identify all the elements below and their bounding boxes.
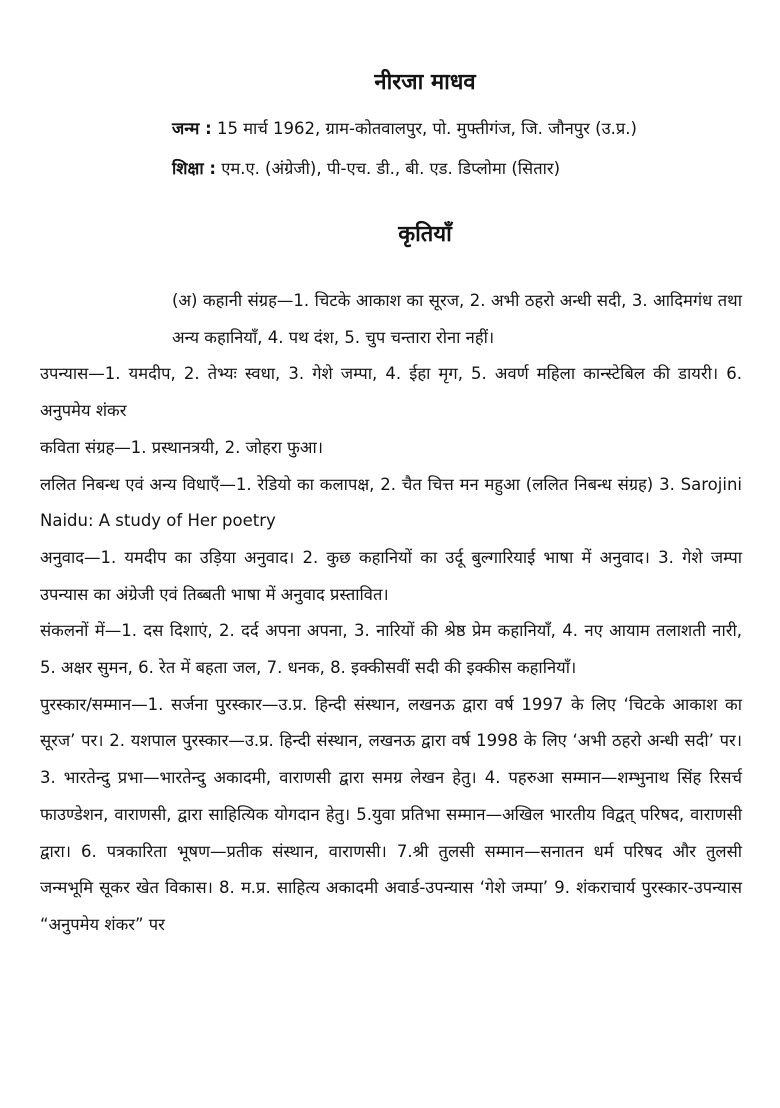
- birth-line: [172, 116, 637, 139]
- education-label: शिक्षा :: [172, 159, 216, 178]
- author-name: नीरजा माधव: [374, 70, 476, 95]
- birth-label: जन्म :: [172, 119, 212, 138]
- essays-and-other-genres: ललित निबन्ध एवं अन्य विधाएँ—1. रेडियो का कलापक्ष, 2. चैत चित्त मन महुआ (ललित निबन्ध संग्रह) 3. Sarojini Naidu: A study of Her poetry: [40, 474, 742, 531]
- education-line: [172, 156, 560, 179]
- story-collections: (अ) कहानी संग्रह—1. चिटके आकाश का सूरज, 2. अभी ठहरो अन्धी सदी, 3. आदिमगंध तथा अन्य कहानियाँ, 4. पथ दंश, 5. चुप चन्तारा रोना नहीं।: [172, 291, 742, 347]
- works-list: [40, 283, 742, 944]
- translations: अनुवाद—1. यमदीप का उड़िया अनुवाद। 2. कुछ कहानियों का उर्दू बुल्गारियाई भाषा में अनुवाद। 3. गेशे जम्पा उपन्यास का अंग्रेजी एवं तिब्बती भाषा में अनुवाद प्रस्तावित।: [40, 547, 742, 604]
- awards-and-honours: पुरस्कार/सम्मान—1. सर्जना पुरस्कार—उ.प्र. हिन्दी संस्थान, लखनऊ द्वारा वर्ष 1997 के लिए ‘चिटके आकाश का सूरज’ पर। 2. यशपाल पुरस्कार—उ.प्र. हिन्दी संस्थान, लखनऊ द्वारा वर्ष 1998 के लिए ‘अभी ठहरो अन्धी सदी’ पर। 3. भारतेन्दु प्रभा—भारतेन्दु अकादमी, वाराणसी द्वारा समग्र लेखन हेतु। 4. पहरुआ सम्मान—शम्भुनाथ सिंह रिसर्च फाउण्डेशन, वाराणसी, द्वारा साहित्यिक योगदान हेतु। 5.युवा प्रतिभा सम्मान—अखिल भारतीय विद्वत् परिषद, वाराणसी द्वारा। 6. पत्रकारिता भूषण—प्रतीक संस्थान, वाराणसी। 7.श्री तुलसी सम्मान—सनातन धर्म परिषद और तुलसी जन्मभूमि सूकर खेत विकास। 8. म.प्र. साहित्य अकादमी अवार्ड-उपन्यास ‘गेशे जम्पा’ 9. शंकराचार्य पुरस्कार-उपन्यास “अनुपमेय शंकर” पर: [40, 694, 742, 934]
- anthologies: संकलनों में—1. दस दिशाएं, 2. दर्द अपना अपना, 3. नारियों की श्रेष्ठ प्रेम कहानियाँ, 4. नए आयाम तलाशती नारी, 5. अक्षर सुमन, 6. रेत में बहता जल, 7. धनक, 8. इक्कीसवीं सदी की इक्कीस कहानियाँ।: [40, 621, 742, 678]
- novels: उपन्यास—1. यमदीप, 2. तेभ्यः स्वधा, 3. गेशे जम्पा, 4. ईहा मृग, 5. अवर्ण महिला कान्स्टेबिल की डायरी। 6. अनुपमेय शंकर: [40, 364, 742, 421]
- works-heading: कृतियाँ: [398, 222, 452, 247]
- birth-value: 15 मार्च 1962, ग्राम-कोतवालपुर, पो. मुफ्तीगंज, जि. जौनपुर (उ.प्र.): [216, 119, 637, 138]
- poetry-collections: कविता संग्रह—1. प्रस्थानत्रयी, 2. जोहरा फुआ।: [40, 437, 324, 457]
- education-value: एम.ए. (अंग्रेजी), पी-एच. डी., बी. एड. डिप्लोमा (सितार): [221, 159, 561, 178]
